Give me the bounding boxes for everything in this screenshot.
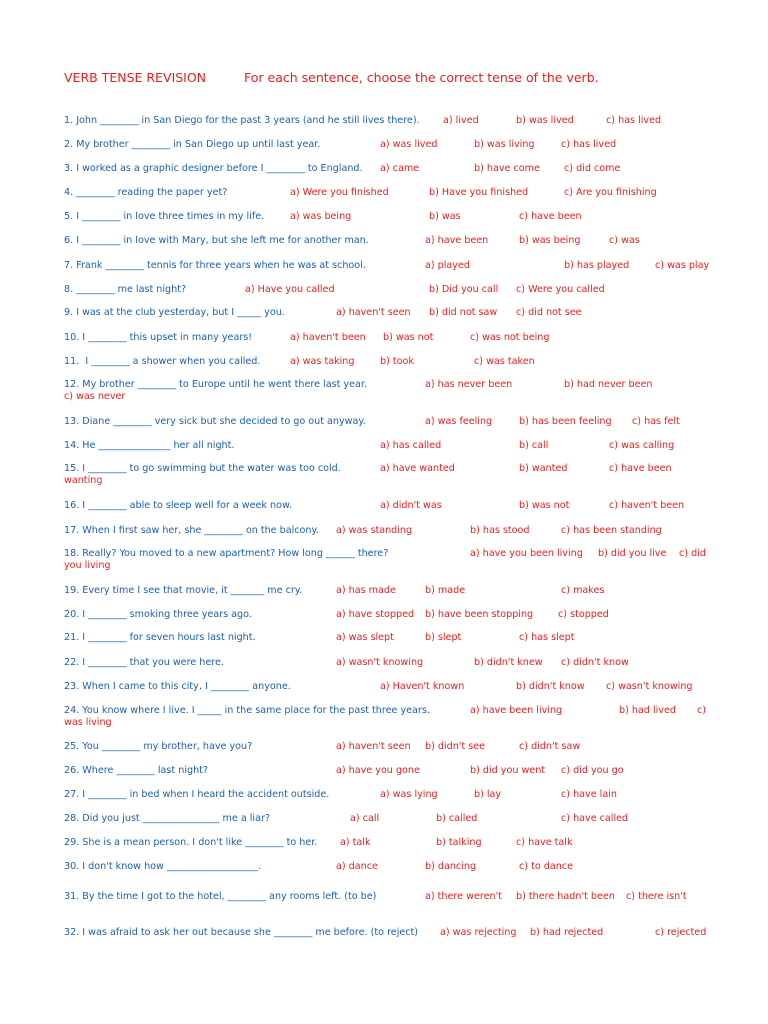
question-stem: 17. When I first saw her, she ________ on the balcony. (64, 525, 319, 536)
question-stem: 6. I ________ in love with Mary, but she left me for another man. (64, 235, 369, 246)
answer-option-a: a) was rejecting (440, 927, 517, 938)
answer-option-b: b) didn't know (516, 681, 585, 692)
answer-option-c: c) (697, 705, 707, 716)
answer-option-c: c) did come (564, 163, 621, 174)
answer-option-b: b) has played (564, 260, 630, 271)
answer-option-a: a) have been (425, 235, 489, 246)
answer-option-b: b) there hadn't been (516, 891, 615, 902)
question-stem: 3. I worked as a graphic designer before I ________ to England. (64, 163, 363, 174)
answer-option-a: a) was slept (336, 632, 394, 643)
worksheet-instruction: For each sentence, choose the correct tense of the verb. (244, 70, 599, 85)
answer-option-a: a) was standing (336, 525, 413, 536)
answer-option-b: b) did you went (470, 765, 546, 776)
answer-option-c: c) has slept (519, 632, 575, 643)
answer-option-b: b) didn't see (425, 741, 486, 752)
answer-option-b: b) dancing (425, 861, 477, 872)
question-stem: 4. ________ reading the paper yet? (64, 187, 228, 198)
answer-option-c: c) have lain (561, 789, 617, 800)
answer-option-c: c) has lived (606, 115, 662, 126)
question-stem: 24. You know where I live. I _____ in the same place for the past three years. (64, 705, 430, 716)
answer-option-c: c) has lived (561, 139, 617, 150)
answer-option-a: a) has called (380, 440, 442, 451)
answer-option-c: c) have been (519, 211, 582, 222)
answer-option-a: a) was being (290, 211, 352, 222)
answer-option-c: c) Were you called (516, 284, 605, 295)
answer-option-b: b) didn't knew (474, 657, 543, 668)
answer-option-c: c) has felt (632, 416, 680, 427)
answer-option-c: c) was taken (474, 356, 535, 367)
answer-option-a: a) wasn't knowing (336, 657, 424, 668)
answer-option-c: c) was play (655, 260, 710, 271)
answer-option-c: c) was not being (470, 332, 550, 343)
answer-option-c: c) wasn't knowing (606, 681, 693, 692)
answer-option-a: a) has never been (425, 379, 513, 390)
answer-option-wrap: c) was never (64, 391, 126, 402)
answer-option-a: a) lived (443, 115, 479, 126)
answer-option-a: a) Were you finished (290, 187, 389, 198)
answer-option-a: a) Have you called (245, 284, 335, 295)
question-stem: 22. I ________ that you were here. (64, 657, 224, 668)
answer-option-a: a) call (350, 813, 380, 824)
answer-option-a: a) have wanted (380, 463, 455, 474)
answer-option-c: c) did (679, 548, 706, 559)
answer-option-b: b) have come (474, 163, 540, 174)
answer-option-b: b) have been stopping (425, 609, 534, 620)
answer-option-c: c) makes (561, 585, 605, 596)
question-stem: 25. You ________ my brother, have you? (64, 741, 253, 752)
question-stem: 19. Every time I see that movie, it _______ me cry. (64, 585, 303, 596)
answer-option-c: c) didn't saw (519, 741, 581, 752)
answer-option-b: b) Have you finished (429, 187, 529, 198)
question-stem: 20. I ________ smoking three years ago. (64, 609, 252, 620)
worksheet-title: VERB TENSE REVISION (64, 70, 207, 85)
question-stem: 21. I ________ for seven hours last night. (64, 632, 256, 643)
answer-option-a: a) have you been living (470, 548, 583, 559)
answer-option-a: a) was lying (380, 789, 438, 800)
answer-option-a: a) didn't was (380, 500, 442, 511)
answer-option-b: b) took (380, 356, 414, 367)
question-stem: 8. ________ me last night? (64, 284, 187, 295)
answer-option-a: a) was taking (290, 356, 355, 367)
answer-option-a: a) haven't been (290, 332, 366, 343)
answer-option-c: c) have been (609, 463, 672, 474)
answer-option-b: b) was lived (516, 115, 574, 126)
answer-option-a: a) was feeling (425, 416, 493, 427)
answer-option-a: a) haven't seen (336, 307, 411, 318)
answer-option-a: a) dance (336, 861, 378, 872)
question-stem: 13. Diane ________ very sick but she decided to go out anyway. (64, 416, 366, 427)
answer-option-c: c) Are you finishing (564, 187, 657, 198)
answer-option-b: b) called (436, 813, 478, 824)
question-stem: 18. Really? You moved to a new apartment? How long ______ there? (64, 548, 389, 559)
answer-option-b: b) was not (519, 500, 570, 511)
answer-option-c: c) have talk (516, 837, 573, 848)
answer-option-a: a) there weren't (425, 891, 502, 902)
question-stem: 26. Where ________ last night? (64, 765, 209, 776)
answer-option-c: c) there isn't (626, 891, 687, 902)
question-stem: 11. I ________ a shower when you called. (64, 356, 261, 367)
answer-option-c: c) did you go (561, 765, 624, 776)
answer-option-c: c) didn't know (561, 657, 629, 668)
question-stem: 27. I ________ in bed when I heard the accident outside. (64, 789, 330, 800)
answer-option-b: b) made (425, 585, 466, 596)
answer-option-c: c) rejected (655, 927, 707, 938)
answer-option-b: b) call (519, 440, 549, 451)
answer-option-wrap: you living (64, 560, 111, 571)
answer-option-b: b) lay (474, 789, 502, 800)
question-stem: 30. I don't know how ___________________. (64, 861, 262, 872)
answer-option-b: b) had lived (619, 705, 676, 716)
question-stem: 9. I was at the club yesterday, but I _____ you. (64, 307, 285, 318)
answer-option-c: c) have called (561, 813, 629, 824)
answer-option-a: a) have stopped (336, 609, 415, 620)
question-stem: 15. I ________ to go swimming but the water was too cold. (64, 463, 341, 474)
answer-option-c: c) did not see (516, 307, 582, 318)
answer-option-c: c) stopped (558, 609, 609, 620)
question-stem: 14. He _______________ her all night. (64, 440, 235, 451)
question-stem: 5. I ________ in love three times in my life. (64, 211, 265, 222)
answer-option-c: c) was (609, 235, 640, 246)
answer-option-a: a) has made (336, 585, 396, 596)
answer-option-b: b) has stood (470, 525, 530, 536)
answer-option-b: b) was living (474, 139, 535, 150)
answer-option-a: a) have been living (470, 705, 563, 716)
question-stem: 7. Frank ________ tennis for three years when he was at school. (64, 260, 366, 271)
answer-option-b: b) was not (383, 332, 434, 343)
answer-option-b: b) did not saw (429, 307, 498, 318)
answer-option-c: c) has been standing (561, 525, 662, 536)
answer-option-a: a) came (380, 163, 420, 174)
question-stem: 23. When I came to this city, I ________ anyone. (64, 681, 291, 692)
question-stem: 29. She is a mean person. I don't like ________ to her. (64, 837, 318, 848)
answer-option-c: c) was calling (609, 440, 675, 451)
question-stem: 10. I ________ this upset in many years! (64, 332, 253, 343)
answer-option-b: b) had rejected (530, 927, 604, 938)
question-stem: 1. John ________ in San Diego for the past 3 years (and he still lives there). (64, 115, 420, 126)
answer-option-a: a) Haven't known (380, 681, 465, 692)
question-stem: 2. My brother ________ in San Diego up until last year. (64, 139, 321, 150)
answer-option-a: a) haven't seen (336, 741, 411, 752)
question-stem: 31. By the time I got to the hotel, ________ any rooms left. (to be) (64, 891, 377, 902)
question-stem: 16. I ________ able to sleep well for a week now. (64, 500, 293, 511)
answer-option-b: b) wanted (519, 463, 568, 474)
answer-option-c: c) to dance (519, 861, 573, 872)
answer-option-a: a) have you gone (336, 765, 420, 776)
answer-option-b: b) talking (436, 837, 482, 848)
question-stem: 12. My brother ________ to Europe until he went there last year. (64, 379, 367, 390)
answer-option-wrap: was living (64, 717, 112, 728)
answer-option-b: b) was (429, 211, 461, 222)
answer-option-a: a) talk (340, 837, 371, 848)
answer-option-b: b) was being (519, 235, 581, 246)
answer-option-wrap: wanting (64, 475, 103, 486)
answer-option-b: b) did you live (598, 548, 667, 559)
answer-option-b: b) slept (425, 632, 462, 643)
answer-option-b: b) had never been (564, 379, 653, 390)
answer-option-c: c) haven't been (609, 500, 685, 511)
answer-option-a: a) was lived (380, 139, 438, 150)
question-stem: 28. Did you just ________________ me a liar? (64, 813, 271, 824)
question-stem: 32. I was afraid to ask her out because she ________ me before. (to reject) (64, 927, 419, 938)
answer-option-b: b) Did you call (429, 284, 499, 295)
answer-option-a: a) played (425, 260, 470, 271)
answer-option-b: b) has been feeling (519, 416, 612, 427)
